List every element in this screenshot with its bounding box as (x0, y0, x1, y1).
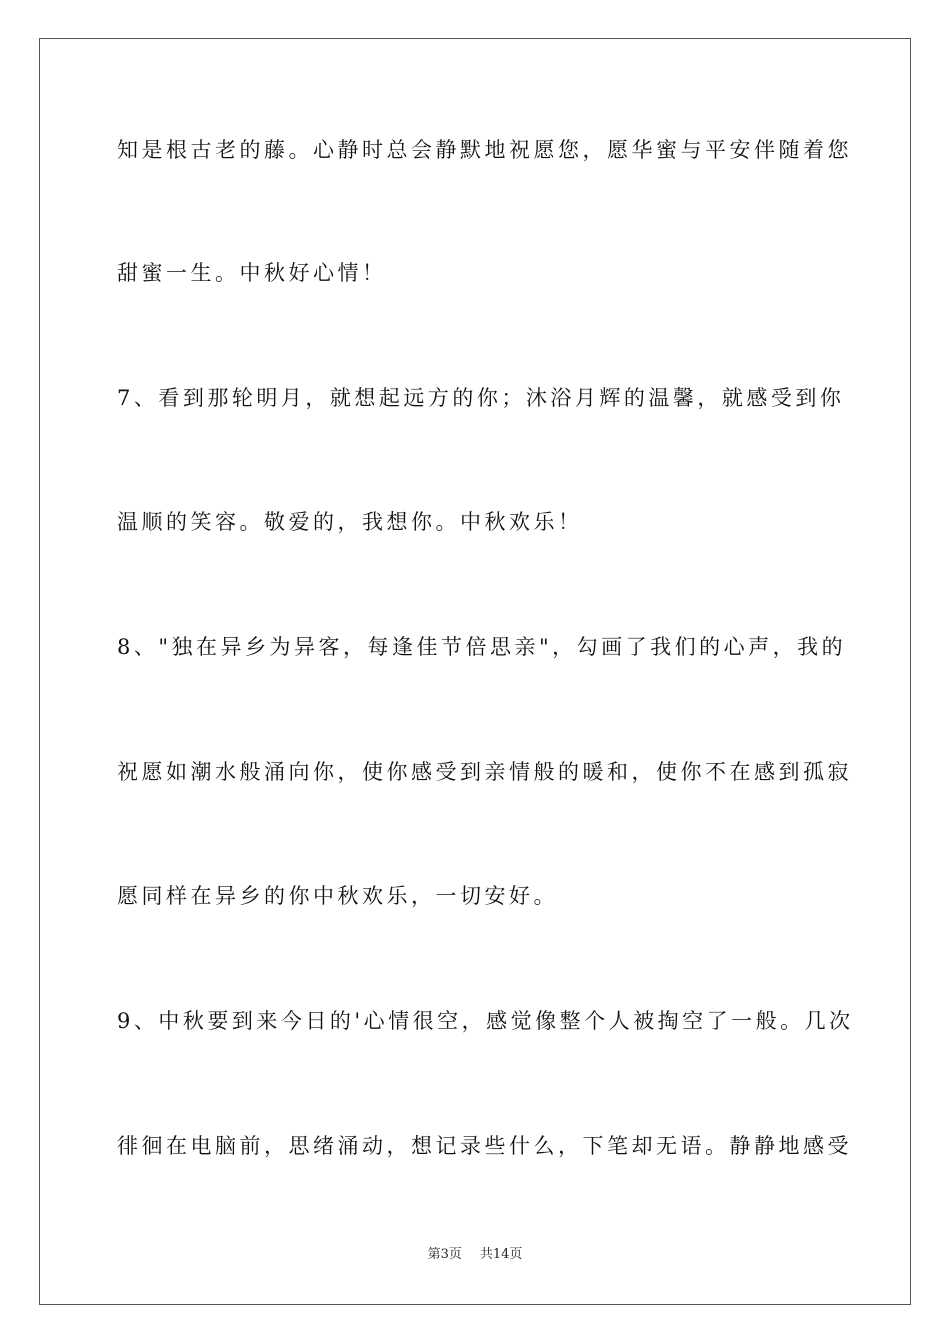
page-footer (0, 1246, 950, 1264)
text-line: 甜蜜一生。中秋好心情！ (117, 261, 387, 285)
text-line: 温顺的笑容。敬爱的，我想你。中秋欢乐！ (117, 510, 583, 534)
text-line: 愿同样在异乡的你中秋欢乐，一切安好。 (117, 884, 558, 908)
page-border (39, 38, 911, 1305)
text-line: 8、"独在异乡为异客，每逢佳节倍思亲"，勾画了我们的心声，我的 (117, 635, 847, 659)
text-line: 7、看到那轮明月，就想起远方的你；沐浴月辉的温馨，就感受到你 (117, 386, 845, 410)
page-number: 第3页 (427, 1247, 462, 1262)
text-line: 祝愿如潮水般涌向你，使你感受到亲情般的暖和，使你不在感到孤寂 (117, 760, 852, 784)
text-line: 知是根古老的藤。心静时总会静默地祝愿您，愿华蜜与平安伴随着您 (117, 138, 852, 162)
text-line: 徘徊在电脑前，思绪涌动，想记录些什么，下笔却无语。静静地感受 (117, 1134, 852, 1158)
text-line: 9、中秋要到来今日的'心情很空，感觉像整个人被掏空了一般。几次 (117, 1009, 854, 1033)
page-total: 共14页 (479, 1247, 523, 1262)
